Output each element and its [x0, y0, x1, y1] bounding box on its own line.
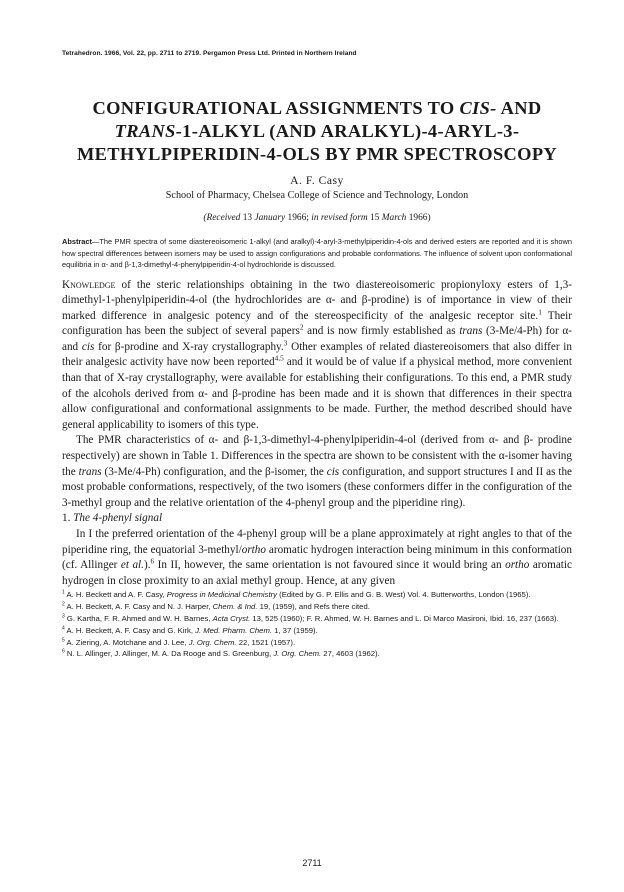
text-run: In I the preferred orientation of the 4-phenyl group will be a plane approximately at right angles to that of the piperidine ring, the equatorial 3-methyl/ — [62, 528, 572, 556]
reference-text: A. H. Beckett and A. F. Casy, — [64, 590, 167, 600]
section-title: The 4-phenyl signal — [73, 512, 163, 525]
paper-title — [62, 97, 572, 166]
section-heading — [62, 511, 572, 527]
reference-title: J. Org. Chem. — [273, 649, 322, 659]
revised-day: 15 — [367, 213, 382, 223]
italic-term: ortho — [241, 543, 266, 556]
section-number: 1. — [62, 512, 74, 525]
reference-text: 27, 4603 (1962). — [321, 649, 380, 659]
reference-title: Acta Cryst. — [212, 613, 251, 623]
title-italic: TRANS- — [114, 121, 183, 141]
body-text — [62, 278, 572, 590]
reference-number: 4 — [62, 625, 65, 632]
reference-text: N. L. Allinger, J. Allinger, M. A. Da Rooge and S. Greenburg, — [64, 649, 274, 659]
received-month: January — [254, 213, 286, 223]
affiliation: School of Pharmacy, Chelsea College of Science and Technology, London — [165, 190, 469, 201]
text-run: and it would be of value if a physical method, more convenient than that of X-ray crystallography, were available for establishing their configurations. To this end, a PMR study of the alcohols derived from α- and β-prodine has been made and it is shown that differences in their spectra allow configurational and conformational assignments to be made. Further, the method described should have general applicability to isomers of this type. — [62, 356, 573, 431]
italic-term: trans — [78, 465, 102, 478]
italic-term: cis — [81, 340, 95, 353]
reference-text: G. Kartha, F. R. Ahmed and W. H. Barnes, — [64, 613, 213, 623]
text-run: The PMR characteristics of α- and β-1,3-dimethyl-4-phenylpiperidin-4-ol (derived from α- and β- prodine respectively) are shown in Table 1. Differences in the spectra are shown to be consistent with the α-isomer having the — [62, 434, 572, 478]
paper-page — [62, 50, 572, 660]
reference-number: 5 — [62, 637, 65, 643]
reference-number: 6 — [62, 648, 65, 655]
reference-number: 2 — [62, 601, 65, 608]
received-dates — [62, 213, 572, 223]
reference-title: Chem. & Ind. — [212, 602, 258, 612]
citation-marker: 2 — [299, 323, 304, 332]
text-run: In II, however, the same orientation is not favoured since it would bring an — [154, 559, 506, 572]
text-run: ). — [143, 559, 151, 572]
abstract-heading: Abstract — [62, 237, 92, 246]
citation-marker: 4,5 — [274, 354, 284, 363]
text-run: aromatic hydrogen in close proximity to an axial methyl group. Hence, at any given — [62, 559, 572, 587]
reference-title: Progress in Medicinal Chemistry — [166, 590, 277, 600]
revised-year: 1966) — [406, 213, 431, 223]
text-run: (3-Me/4-Ph) for α- and — [62, 325, 573, 353]
citation-marker: 3 — [283, 339, 288, 348]
reference-item — [62, 613, 572, 625]
received-label: (Received — [203, 213, 241, 223]
reference-text: (Edited by G. P. Ellis and G. B. West) Vol. 4. Butterworths, London (1965). — [277, 590, 531, 600]
title-text: 1-ALKYL (AND ARALKYL)-4-ARYL-3- — [182, 121, 520, 141]
reference-text: 22, 1521 (1957). — [236, 637, 296, 647]
reference-number: 1 — [62, 589, 65, 596]
abstract-text: —The PMR spectra of some diastereoisomeric 1-alkyl (and aralkyl)-4-aryl-3-methylpiperidin-4-ols and derived esters are reported and it is shown how spectral differences between isomers may be used to assign configurations and probable conformations. The influence of solvent upon conformational equilibria in α- and β-1,3-dimethyl-4-phenylpiperidin-4-ol hydrochloride is discussed. — [62, 237, 572, 269]
reference-item — [62, 601, 572, 613]
title-line-2 — [62, 120, 572, 143]
citation-marker: 1 — [538, 307, 542, 316]
reference-text: A. H. Beckett, A. F. Casy and N. J. Harper, — [64, 602, 213, 612]
reference-item — [62, 625, 572, 637]
italic-term: trans — [459, 325, 483, 338]
intro-first-word: Knowledge — [62, 278, 116, 291]
reference-title: J. Org. Chem. — [188, 637, 237, 647]
text-run: for β-prodine and X-ray crystallography. — [94, 340, 284, 353]
title-line-1 — [62, 97, 572, 120]
section-paragraph — [62, 527, 572, 589]
italic-term: cis — [326, 465, 340, 478]
citation-marker: 6 — [150, 557, 155, 566]
revised-label: in revised form — [311, 213, 368, 223]
title-line-3: METHYLPIPERIDIN-4-OLS BY PMR SPECTROSCOPY — [76, 144, 558, 164]
text-run: configuration, and support structures I and II as the most probable conformations, respectively, of the two isomers (these conformers differ in the configuration of the 3-methyl group and the relative orientation of the 4-phenyl group and the piperidine ring). — [62, 465, 573, 509]
intro-paragraph-2 — [62, 433, 572, 511]
text-run: and is now firmly established as — [303, 325, 460, 338]
italic-term: ortho — [505, 559, 530, 572]
revised-month: March — [381, 213, 407, 223]
italic-term: et al. — [120, 559, 144, 572]
text-run: Their configuration has been the subject of several papers — [62, 309, 572, 338]
text-run: (3-Me/4-Ph) configuration, and the β-isomer, the — [101, 465, 327, 478]
reference-text: A. H. Beckett, A. F. Casy and G. Kirk, — [64, 625, 196, 635]
journal-header: Tetrahedron. 1966, Vol. 22, pp. 2711 to 2719. Pergamon Press Ltd. Printed in Northern Ireland — [62, 50, 357, 57]
title-text: CONFIGURATIONAL ASSIGNMENTS TO — [92, 98, 460, 118]
reference-number: 3 — [62, 613, 65, 620]
title-italic: CIS- — [459, 98, 497, 118]
intro-paragraph-1 — [62, 278, 572, 434]
text-run: of the steric relationships obtaining in the two diastereoisomeric propionyloxy esters of 1,3-dimethyl-1-phenylpiperidin-4-ol (the hydrochlorides are α- and β-prodine) is of importance in view of their marked difference in analgesic potency and of the stereospecificity of the analgesic receptor site. — [62, 278, 572, 322]
received-year: 1966; — [285, 213, 312, 223]
reference-text: 19, (1959), and Refs there cited. — [257, 602, 370, 612]
author: A. F. Casy — [290, 174, 344, 187]
page-number: 2711 — [302, 858, 322, 868]
reference-text: 13, 525 (1960); F. R. Ahmed, W. H. Barnes and L. Di Marco Masironi, Ibid. 16, 237 (1663). — [250, 613, 559, 623]
text-run: aromatic hydrogen interaction being minimum in this conformation (cf. Allinger — [62, 543, 572, 572]
reference-title: J. Med. Pharm. Chem. — [195, 625, 272, 635]
received-day: 13 — [240, 213, 255, 223]
reference-item — [62, 589, 572, 601]
text-run: Other examples of related diastereoisomers that also differ in their analgesic activity have now been reported — [62, 340, 573, 369]
reference-text: 1, 37 (1959). — [272, 625, 318, 635]
abstract — [62, 236, 572, 271]
title-text: AND — [496, 98, 542, 118]
reference-item — [62, 637, 572, 649]
footnote-references — [62, 589, 572, 660]
reference-item — [62, 648, 572, 660]
reference-text: A. Ziering, A. Motchane and J. Lee, — [64, 637, 189, 647]
